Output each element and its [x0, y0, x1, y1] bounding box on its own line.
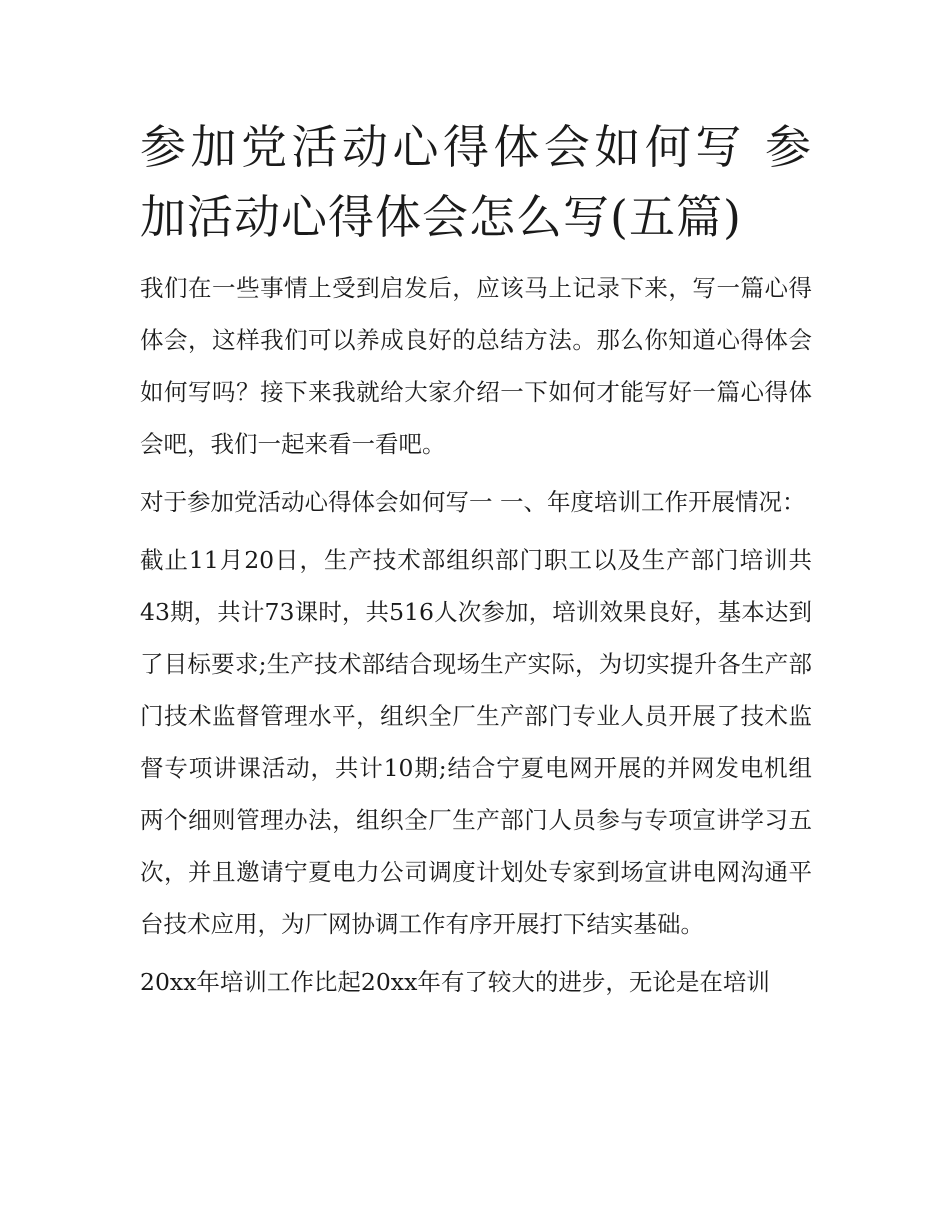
intro-paragraph: 我们在一些事情上受到启发后，应该马上记录下来，写一篇心得体会，这样我们可以养成良好的总结方法。那么你知道心得体会如何写吗？接下来我就给大家介绍一下如何才能写好一篇心得体会吧，我们一起来看一看吧。 — [140, 274, 812, 458]
comparison-paragraph: 20xx年培训工作比起20xx年有了较大的进步，无论是在培训 — [140, 968, 770, 996]
document-title: 参加党活动心得体会如何写 参加活动心得体会怎么写(五篇) — [140, 120, 812, 244]
section-heading-paragraph: 对于参加党活动心得体会如何写一 一、年度培训工作开展情况： — [140, 488, 806, 516]
training-summary-paragraph: 截止11月20日，生产技术部组织部门职工以及生产部门培训共43期，共计73课时，共516人次参加，培训效果良好，基本达到了目标要求;生产技术部结合现场生产实际，为切实提升各生产部门技术监督管理水平，组织全厂生产部门专业人员开展了技术监督专项讲课活动，共计10期;结合宁夏电网开展的并网发电机组两个细则管理办法，组织全厂生产部门人员参与专项宣讲学习五次，并且邀请宁夏电力公司调度计划处专家到场宣讲电网沟通平台技术应用，为厂网协调工作有序开展打下结实基础。 — [140, 546, 812, 938]
document-body — [140, 112, 812, 1008]
